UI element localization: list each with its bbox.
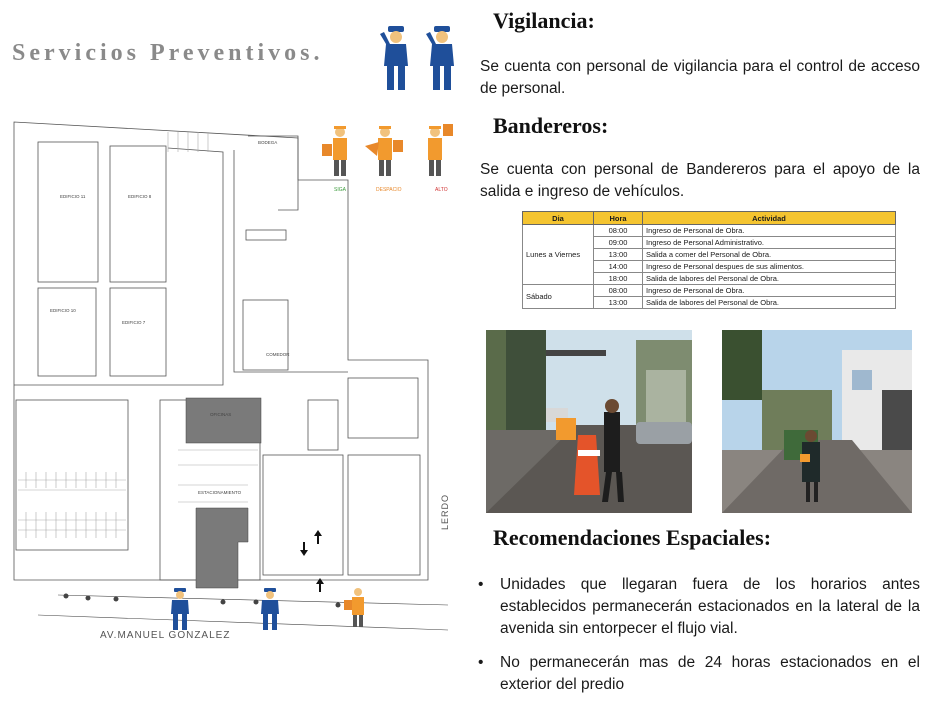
day-cell: Lunes a Viernes	[523, 225, 594, 285]
vigilancia-text: Se cuenta con personal de vigilancia para el control de acceso de personal.	[480, 58, 920, 97]
actividad-cell: Ingreso de Personal de Obra.	[643, 285, 896, 297]
table-row	[523, 285, 896, 297]
actividad-cell: Ingreso de Personal Administrativo.	[643, 237, 896, 249]
actividad-cell: Ingreso de Personal despues de sus alimentos.	[643, 261, 896, 273]
plan-label-bodega: BODEGA	[258, 140, 278, 145]
bullet-icon: •	[478, 654, 484, 671]
vigilancia-heading: Vigilancia:	[493, 8, 595, 33]
hora-cell: 08:00	[594, 285, 643, 297]
hora-cell: 13:00	[594, 249, 643, 261]
street-label-av-manuel-gonzalez: AV.MANUEL GONZALEZ	[100, 630, 231, 641]
plan-label-edificio11: EDIFICIO 11	[60, 194, 86, 199]
flagger-photo-1	[486, 330, 692, 513]
bullet-icon: •	[478, 576, 484, 593]
list-item	[478, 652, 920, 696]
site-plan	[8, 110, 460, 655]
actividad-cell: Salida a comer del Personal de Obra.	[643, 249, 896, 261]
hora-cell: 09:00	[594, 237, 643, 249]
list-item	[478, 574, 920, 640]
plan-label-oficinas: OFICINAS	[210, 412, 232, 417]
plan-label-edificio7: EDIFICIO 7	[122, 320, 146, 325]
signal-alto: ALTO	[435, 187, 448, 193]
hora-cell: 14:00	[594, 261, 643, 273]
street-label-lerdo: LERDO	[440, 493, 450, 530]
actividad-cell: Salida de labores del Personal de Obra.	[643, 273, 896, 285]
flagger-photo-2	[722, 330, 912, 513]
recomendaciones-list	[478, 574, 920, 708]
signal-despacio: DESPACIO	[376, 187, 402, 193]
day-cell: Sábado	[523, 285, 594, 309]
plan-label-estacionamiento: ESTACIONAMIENTO	[198, 490, 242, 495]
plan-label-comedor: COMEDOR	[266, 352, 290, 357]
schedule-table	[522, 211, 896, 309]
hora-cell: 18:00	[594, 273, 643, 285]
security-guards-icon	[372, 24, 462, 92]
col-header-actividad: Actividad	[643, 212, 896, 225]
recomendacion-text: No permanecerán mas de 24 horas estacionados en el exterior del predio	[500, 654, 920, 693]
signal-siga: SIGA	[334, 187, 346, 193]
page-title: Servicios Preventivos.	[12, 40, 324, 66]
plan-label-edificio8: EDIFICIO 8	[128, 194, 152, 199]
table-row	[523, 225, 896, 237]
recomendacion-text: Unidades que llegaran fuera de los horarios antes establecidos permanecerán estacionados en la lateral de la avenida sin entorpecer el flujo vial.	[500, 576, 920, 637]
col-header-hora: Hora	[594, 212, 643, 225]
hora-cell: 08:00	[594, 225, 643, 237]
recomendaciones-heading: Recomendaciones Espaciales:	[493, 525, 772, 550]
hora-cell: 13:00	[594, 297, 643, 309]
actividad-cell: Salida de labores del Personal de Obra.	[643, 297, 896, 309]
col-header-dia: Dia	[523, 212, 594, 225]
plan-label-edificio10: EDIFICIO 10	[50, 308, 76, 313]
bandereros-text: Se cuenta con personal de Bandereros para el apoyo de la salida e ingreso de vehículos.	[480, 161, 920, 200]
actividad-cell: Ingreso de Personal de Obra.	[643, 225, 896, 237]
bandereros-heading: Bandereros:	[493, 113, 609, 138]
